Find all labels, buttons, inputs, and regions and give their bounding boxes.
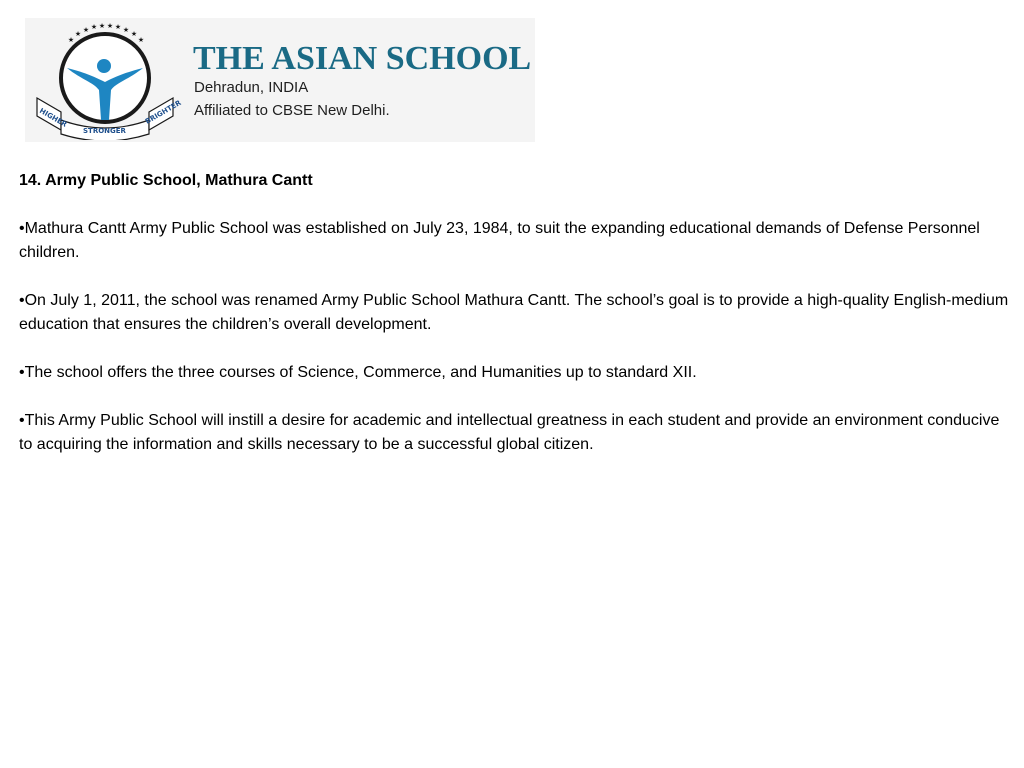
svg-text:★: ★	[82, 26, 90, 34]
bullet-established: •Mathura Cantt Army Public School was established on July 23, 1984, to suit the expanding educational demands of Defense Personnel children.	[19, 220, 980, 261]
svg-text:★: ★	[122, 26, 130, 34]
svg-text:★: ★	[90, 23, 98, 31]
svg-text:★: ★	[74, 30, 82, 38]
bullet-courses: •The school offers the three courses of Science, Commerce, and Humanities up to standard XII.	[19, 364, 697, 381]
svg-text:★: ★	[67, 36, 75, 44]
school-emblem-icon	[27, 20, 187, 140]
bullet-mission: •This Army Public School will instill a desire for academic and intellectual greatness in each student and provide an environment conducive to acquiring the information and skills necessary to be a successful global citizen.	[19, 412, 1000, 453]
bullet-renamed: •On July 1, 2011, the school was renamed Army Public School Mathura Cantt. The school’s goal is to provide a high-quality English-medium education that ensures the children’s overall development.	[19, 292, 1009, 333]
svg-text:★: ★	[106, 22, 114, 30]
svg-text:★: ★	[98, 22, 106, 30]
svg-text:★: ★	[114, 23, 122, 31]
emblem-motto-higher: HIGHER	[38, 106, 69, 129]
svg-text:★: ★	[137, 36, 145, 44]
school-location: Dehradun, INDIA	[194, 79, 309, 96]
emblem-motto-brighter: BRIGHTER	[144, 98, 183, 126]
svg-text:★: ★	[130, 30, 138, 38]
school-logo-banner	[25, 18, 535, 142]
article-body	[19, 169, 1009, 481]
emblem-motto-stronger: STRONGER	[83, 127, 126, 135]
article-heading: 14. Army Public School, Mathura Cantt	[19, 172, 313, 189]
school-affiliation: Affiliated to CBSE New Delhi.	[194, 102, 390, 119]
school-name: THE ASIAN SCHOOL	[193, 40, 532, 77]
